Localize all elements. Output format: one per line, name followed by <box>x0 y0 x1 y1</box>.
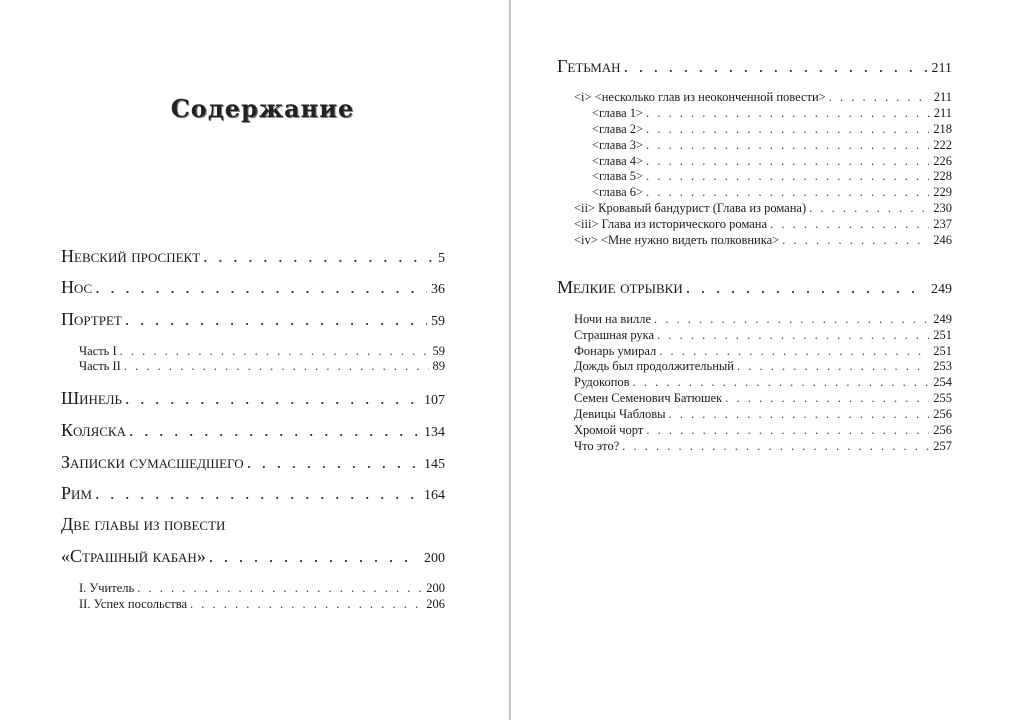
entry-page: 211 <box>933 90 952 104</box>
entry-page: 164 <box>424 488 445 503</box>
entry-title: <глава 4> <box>592 154 644 168</box>
leader-dots <box>622 439 929 454</box>
toc-entry[interactable] <box>61 246 445 267</box>
entry-page: 254 <box>933 375 952 389</box>
leader-dots <box>203 246 434 267</box>
entry-page: 5 <box>438 251 445 266</box>
toc-subentry[interactable] <box>79 597 445 612</box>
leader-dots <box>624 56 928 77</box>
contents-title: Содержание <box>170 94 355 123</box>
leader-dots <box>646 169 929 184</box>
leader-dots <box>209 546 420 567</box>
leader-dots <box>829 90 930 105</box>
toc-subentry[interactable] <box>574 375 952 390</box>
entry-page: 89 <box>432 359 445 373</box>
entry-title: Что это? <box>574 439 620 453</box>
entry-title: <глава 6> <box>592 185 644 199</box>
toc-subentry[interactable] <box>574 391 952 406</box>
toc-subentry[interactable] <box>592 169 952 184</box>
toc-heading: Две главы из повести <box>61 514 226 534</box>
leader-dots <box>129 420 420 441</box>
entry-title: Семен Семенович Батюшек <box>574 391 723 405</box>
entry-title: Портрет <box>61 309 122 329</box>
entry-title: Рим <box>61 483 92 503</box>
leader-dots <box>646 185 929 200</box>
leader-dots <box>782 233 929 248</box>
toc-subentry[interactable] <box>79 344 445 359</box>
entry-title: Нос <box>61 277 93 297</box>
toc-subentry[interactable] <box>574 312 952 327</box>
toc-subentry[interactable] <box>574 90 952 105</box>
entry-title: I. Учитель <box>79 581 135 595</box>
entry-page: 249 <box>931 282 952 297</box>
toc-subentry[interactable] <box>574 201 952 216</box>
entry-title: Дождь был продолжительный <box>574 359 734 373</box>
entry-page: 59 <box>431 314 445 329</box>
toc-subentry[interactable] <box>574 344 952 359</box>
leader-dots <box>646 154 929 169</box>
leader-dots <box>809 201 929 216</box>
entry-title: II. Успех посольства <box>79 597 188 611</box>
leader-dots <box>646 122 929 137</box>
toc-subentry[interactable] <box>592 138 952 153</box>
toc-subentry[interactable] <box>79 359 445 374</box>
entry-page: 206 <box>426 597 445 611</box>
leader-dots <box>657 328 929 343</box>
toc-entry[interactable] <box>61 483 445 504</box>
toc-subentry[interactable] <box>592 185 952 200</box>
entry-title: <iv> <Мне нужно видеть полковника> <box>574 233 780 247</box>
leader-dots <box>654 312 929 327</box>
leader-dots <box>646 423 929 438</box>
toc-subentry[interactable] <box>592 106 952 121</box>
toc-entry[interactable] <box>61 277 445 298</box>
entry-page: 145 <box>424 457 445 472</box>
entry-title: Рудокопов <box>574 375 630 389</box>
entry-title: Мелкие отрывки <box>557 277 683 297</box>
entry-page: 222 <box>933 138 952 152</box>
leader-dots <box>770 217 929 232</box>
entry-page: 134 <box>424 425 445 440</box>
entry-page: 229 <box>933 185 952 199</box>
entry-page: 211 <box>933 106 952 120</box>
entry-title: Часть II <box>79 359 121 373</box>
entry-page: 253 <box>933 359 952 373</box>
toc-entry[interactable] <box>61 452 445 473</box>
entry-page: 257 <box>933 439 952 453</box>
entry-page: 218 <box>933 122 952 136</box>
entry-title: Ночи на вилле <box>574 312 652 326</box>
entry-page: 256 <box>933 423 952 437</box>
leader-dots <box>725 391 929 406</box>
entry-title: Часть I <box>79 344 117 358</box>
leader-dots <box>669 407 930 422</box>
entry-page: 246 <box>933 233 952 247</box>
entry-page: 211 <box>931 61 952 76</box>
entry-title: Девицы Чабловы <box>574 407 666 421</box>
toc-subentry[interactable] <box>79 581 445 596</box>
leader-dots <box>646 106 930 121</box>
toc-subentry[interactable] <box>574 439 952 454</box>
toc-subentry[interactable] <box>574 233 952 248</box>
entry-title: Шинель <box>61 388 122 408</box>
toc-subentry[interactable] <box>574 359 952 374</box>
entry-page: 237 <box>933 217 952 231</box>
entry-page: 226 <box>933 154 952 168</box>
entry-page: 251 <box>933 344 952 358</box>
leader-dots <box>659 344 929 359</box>
entry-title: «Страшный кабан» <box>61 546 206 566</box>
toc-entry[interactable] <box>61 388 445 409</box>
leader-dots <box>95 483 420 504</box>
entry-title: <глава 3> <box>592 138 644 152</box>
entry-title: <iii> Глава из исторического романа <box>574 217 768 231</box>
entry-page: 251 <box>933 328 952 342</box>
toc-subentry[interactable] <box>574 328 952 343</box>
entry-title: Записки сумасшедшего <box>61 452 244 472</box>
entry-page: 36 <box>431 282 445 297</box>
leader-dots <box>124 359 429 374</box>
leader-dots <box>686 277 927 298</box>
entry-title: <глава 1> <box>592 106 644 120</box>
entry-page: 200 <box>426 581 445 595</box>
entry-title: <i> <несколько глав из неоконченной повести> <box>574 90 826 104</box>
entry-title: Фонарь умирал <box>574 344 657 358</box>
leader-dots <box>125 388 420 409</box>
leader-dots <box>137 581 422 596</box>
entry-page: 200 <box>424 551 445 566</box>
toc-subentry[interactable] <box>574 423 952 438</box>
entry-title: <ii> Кровавый бандурист (Глава из романа) <box>574 201 807 215</box>
entry-title: Хромой чорт <box>574 423 644 437</box>
toc-entry[interactable] <box>61 546 445 567</box>
toc-subentry[interactable] <box>574 217 952 232</box>
entry-page: 256 <box>933 407 952 421</box>
entry-title: Невский проспект <box>61 246 201 266</box>
entry-page: 59 <box>432 344 445 358</box>
toc-subentry[interactable] <box>592 154 952 169</box>
right-page <box>511 0 1011 720</box>
leader-dots <box>737 359 929 374</box>
toc-entry[interactable] <box>61 309 445 330</box>
leader-dots <box>646 138 929 153</box>
toc-subentry[interactable] <box>592 122 952 137</box>
toc-subentry[interactable] <box>574 407 952 422</box>
toc-entry[interactable] <box>557 277 952 298</box>
entry-title: Коляска <box>61 420 126 440</box>
entry-page: 228 <box>933 169 952 183</box>
leader-dots <box>120 344 429 359</box>
entry-title: Гетьман <box>557 56 621 76</box>
toc-entry[interactable] <box>557 56 952 77</box>
leader-dots <box>247 452 420 473</box>
leader-dots <box>190 597 422 612</box>
entry-page: 255 <box>933 391 952 405</box>
entry-page: 107 <box>424 393 445 408</box>
entry-title: <глава 5> <box>592 169 644 183</box>
leader-dots <box>125 309 427 330</box>
entry-page: 230 <box>933 201 952 215</box>
entry-title: Страшная рука <box>574 328 655 342</box>
leader-dots <box>633 375 930 390</box>
entry-title: <глава 2> <box>592 122 644 136</box>
leader-dots <box>95 277 427 298</box>
entry-page: 249 <box>933 312 952 326</box>
toc-entry[interactable] <box>61 420 445 441</box>
